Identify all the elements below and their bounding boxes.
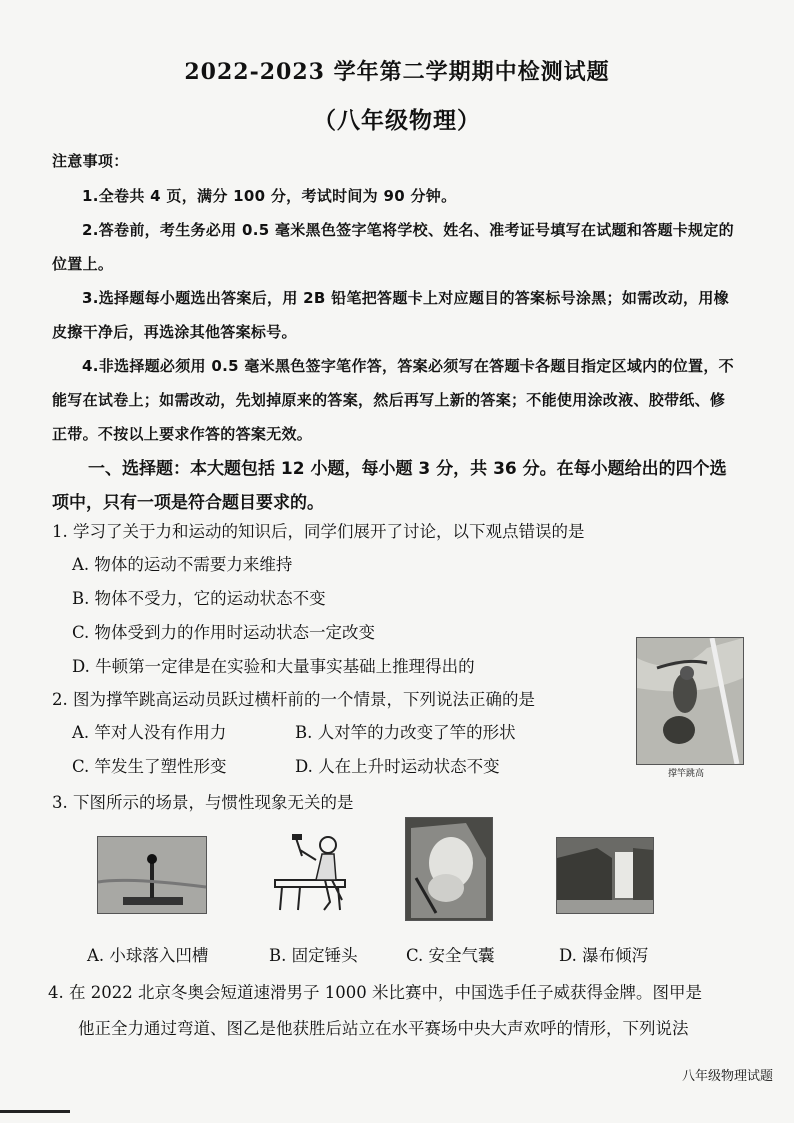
hammer-illustration	[270, 830, 362, 914]
section-heading: 一、选择题：本大题包括 12 小题，每小题 3 分，共 36 分。在每小题给出的四个选	[88, 459, 727, 479]
q1-option-a: A. 物体的运动不需要力来维持	[72, 555, 293, 574]
q3-option-a: A. 小球落入凹槽	[87, 946, 209, 965]
scan-mark	[0, 1110, 70, 1113]
note-line: 2.答卷前，考生务必用 0.5 毫米黑色签字笔将学校、姓名、准考证号填写在试题和答题卡规定的	[82, 221, 734, 239]
q3-option-c: C. 安全气囊	[406, 946, 495, 965]
q2-option-d: D. 人在上升时运动状态不变	[295, 757, 500, 776]
waterfall-photo	[556, 837, 654, 914]
exam-title: 2022-2023 学年第二学期期中检测试题	[184, 59, 610, 85]
note-line: 1.全卷共 4 页，满分 100 分，考试时间为 90 分钟。	[82, 187, 457, 205]
question-4-stem-cont: 他正全力通过弯道、图乙是他获胜后站立在水平赛场中央大声欢呼的情形，下列说法	[78, 1019, 689, 1038]
note-line: 位置上。	[52, 255, 114, 273]
q3-option-d: D. 瀑布倾泻	[559, 946, 649, 965]
question-3-stem: 3. 下图所示的场景，与惯性现象无关的是	[52, 793, 354, 812]
note-line: 能写在试卷上；如需改动，先划掉原来的答案，然后再写上新的答案；不能使用涂改液、胶带纸、修	[52, 391, 726, 409]
page-footer: 八年级物理试题	[682, 1069, 774, 1084]
q1-option-d: D. 牛顿第一定律是在实验和大量事实基础上推理得出的	[72, 657, 475, 676]
exam-subtitle: （八年级物理）	[313, 107, 481, 134]
question-2-stem: 2. 图为撑竿跳高运动员跃过横杆前的一个情景，下列说法正确的是	[52, 690, 535, 709]
airbag-photo	[405, 817, 493, 921]
q3-option-b: B. 固定锤头	[269, 946, 358, 965]
q1-option-c: C. 物体受到力的作用时运动状态一定改变	[72, 623, 376, 642]
section-heading-cont: 项中，只有一项是符合题目要求的。	[52, 493, 324, 513]
notes-heading: 注意事项：	[52, 152, 129, 170]
q1-option-b: B. 物体不受力，它的运动状态不变	[72, 589, 326, 608]
question-4-stem: 4. 在 2022 北京冬奥会短道速滑男子 1000 米比赛中，中国选手任子威获得金牌。图甲是	[48, 983, 702, 1002]
q2-option-b: B. 人对竿的力改变了竿的形状	[295, 723, 516, 742]
ball-groove-photo	[97, 836, 207, 914]
note-line: 3.选择题每小题选出答案后，用 2B 铅笔把答题卡上对应题目的答案标号涂黑；如需改动，用橡	[82, 289, 729, 307]
note-line: 正带。不按以上要求作答的答案无效。	[52, 425, 313, 443]
q2-option-c: C. 竿发生了塑性形变	[72, 757, 227, 776]
note-line: 4.非选择题必须用 0.5 毫米黑色签字笔作答，答案必须写在答题卡各题目指定区域内的位置，不	[82, 357, 734, 375]
question-1-stem: 1. 学习了关于力和运动的知识后，同学们展开了讨论，以下观点错误的是	[52, 522, 585, 541]
note-line: 皮擦干净后，再选涂其他答案标号。	[52, 323, 297, 341]
q2-option-a: A. 竿对人没有作用力	[72, 723, 227, 742]
pole-vault-caption: 撑竿跳高	[668, 769, 705, 779]
pole-vault-photo	[636, 637, 744, 765]
